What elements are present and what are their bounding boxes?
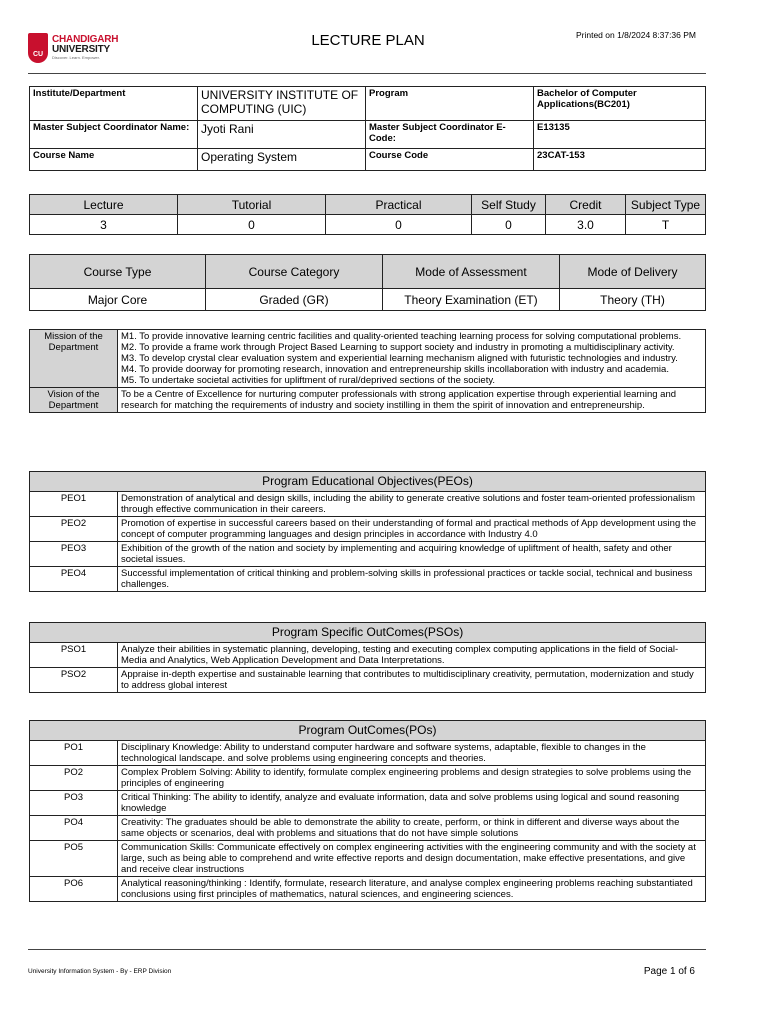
credits-header: Self Study [472, 195, 546, 215]
credits-value: 0 [178, 215, 326, 235]
program-label: Program [366, 87, 534, 121]
header-divider [28, 73, 706, 74]
course-name-label: Course Name [30, 149, 198, 171]
mission-item: M3. To develop crystal clear evaluation system and experiential learning mechanism aligned with futuristic technologies and industry. [121, 353, 678, 364]
po-text: Complex Problem Solving: Ability to identify, formulate complex engineering problems and design strategies to solve problems using the principles of engineering [118, 766, 706, 791]
po-text: Critical Thinking: The ability to identify, analyze and evaluate information, data and solve problems using logical and sound reasoning knowledge [118, 791, 706, 816]
pso-code: PSO1 [30, 643, 118, 668]
po-code: PO5 [30, 841, 118, 877]
credits-value: 3.0 [546, 215, 626, 235]
institute-label: Institute/Department [30, 87, 198, 121]
footer-system-name: University Information System - By - ERP Division [28, 968, 172, 975]
peo-table [29, 471, 706, 592]
pso-text: Appraise in-depth expertise and sustainable learning that contributes to multidisciplinary creativity, permutation, modernization and study to address global interest [118, 668, 706, 693]
mission-label: Mission of the Department [30, 330, 118, 388]
logo-line-2: UNIVERSITY [52, 44, 111, 55]
course-type-header: Mode of Delivery [560, 255, 706, 289]
mission-vision-table [29, 329, 706, 413]
page-title: LECTURE PLAN [311, 32, 425, 49]
course-info-table [29, 86, 706, 171]
credits-header: Subject Type [626, 195, 706, 215]
mission-item: M4. To provide doorway for promoting research, innovation and entrepreneurship skills incollaboration with industry and academia. [121, 364, 669, 375]
course-type-value: Major Core [30, 289, 206, 311]
ecode-value: E13135 [534, 121, 706, 149]
po-code: PO3 [30, 791, 118, 816]
po-text: Disciplinary Knowledge: Ability to understand computer hardware and software systems, adaptable, flexible to changes in the technological landscape. and solve problems using engineering concepts and theories. [118, 741, 706, 766]
course-code-value: 23CAT-153 [534, 149, 706, 171]
peo-text: Promotion of expertise in successful careers based on their understanding of formal and practical methods of App development using the concept of computer programming languages and design principles in accordance with Industry 4.0 [118, 517, 706, 542]
vision-label: Vision of the Department [30, 388, 118, 413]
peo-code: PEO3 [30, 542, 118, 567]
course-name-value: Operating System [198, 149, 366, 171]
po-code: PO6 [30, 877, 118, 902]
mission-text [118, 330, 706, 388]
logo-line-1: CHANDIGARH [52, 34, 119, 45]
course-type-table [29, 254, 706, 311]
ecode-label: Master Subject Coordinator E-Code: [366, 121, 534, 149]
pso-section-title: Program Specific OutComes(PSOs) [30, 623, 706, 643]
peo-code: PEO2 [30, 517, 118, 542]
course-type-value: Theory (TH) [560, 289, 706, 311]
po-text: Communication Skills: Communicate effectively on complex engineering activities with the engineering community and with the society at large, such as being able to comprehend and write effective reports and design documentation, make effective presentations, and give and receive clear instructions [118, 841, 706, 877]
mission-item: M5. To undertake societal activities for upliftment of rural/deprived sections of the society. [121, 375, 496, 386]
peo-code: PEO4 [30, 567, 118, 592]
pso-code: PSO2 [30, 668, 118, 693]
vision-text: To be a Centre of Excellence for nurturing computer professionals with strong application expertise through experiential learning and research for matching the requirements of industry and society instilling in them the spirit of innovation and entrepreneurship. [118, 388, 706, 413]
footer-divider [28, 949, 706, 950]
mission-item: M1. To provide innovative learning centric facilities and quality-oriented teaching learning process for solving computational problems. [121, 331, 682, 342]
credits-value: 3 [30, 215, 178, 235]
po-text: Creativity: The graduates should be able to demonstrate the ability to create, perform, or think in different and diverse ways about the same objects or scenarios, deal with problems and situations that do not have simple solutions [118, 816, 706, 841]
po-text: Analytical reasoning/thinking : Identify, formulate, research literature, and analyse complex engineering problems reaching substantiated conclusions using first principles of mathematics, natural sciences, and engineering sciences. [118, 877, 706, 902]
page-header [28, 28, 708, 76]
shield-icon: CU [28, 33, 48, 63]
logo-tagline: Discover. Learn. Empower. [52, 55, 100, 60]
course-type-header: Course Category [206, 255, 383, 289]
peo-text: Demonstration of analytical and design skills, including the ability to generate creative solutions and foster team-oriented professionalism through effective communication in their careers. [118, 492, 706, 517]
coordinator-value: Jyoti Rani [198, 121, 366, 149]
credits-header: Lecture [30, 195, 178, 215]
coordinator-label: Master Subject Coordinator Name: [30, 121, 198, 149]
pso-text: Analyze their abilities in systematic planning, developing, testing and executing complex computing applications in the field of Social-Media and Analytics, Web Application Development and Data Interpretations. [118, 643, 706, 668]
credits-header: Tutorial [178, 195, 326, 215]
institute-value: UNIVERSITY INSTITUTE OF COMPUTING (UIC) [198, 87, 366, 121]
credits-header: Credit [546, 195, 626, 215]
program-value: Bachelor of Computer Applications(BC201) [534, 87, 706, 121]
course-type-header: Course Type [30, 255, 206, 289]
course-code-label: Course Code [366, 149, 534, 171]
course-type-value: Graded (GR) [206, 289, 383, 311]
credits-value: T [626, 215, 706, 235]
po-table [29, 720, 706, 902]
credits-table [29, 194, 706, 235]
po-code: PO4 [30, 816, 118, 841]
printed-timestamp: Printed on 1/8/2024 8:37:36 PM [575, 30, 696, 40]
course-type-header: Mode of Assessment [383, 255, 560, 289]
po-section-title: Program OutComes(POs) [30, 721, 706, 741]
peo-text: Exhibition of the growth of the nation and society by implementing and acquiring knowledge of upliftment of health, safety and other societal issues. [118, 542, 706, 567]
peo-section-title: Program Educational Objectives(PEOs) [30, 472, 706, 492]
peo-text: Successful implementation of critical thinking and problem-solving skills in professional practices or tackle social, technical and business challenges. [118, 567, 706, 592]
peo-code: PEO1 [30, 492, 118, 517]
credits-value: 0 [472, 215, 546, 235]
credits-header: Practical [326, 195, 472, 215]
po-code: PO2 [30, 766, 118, 791]
page-number: Page 1 of 6 [643, 966, 695, 977]
pso-table [29, 622, 706, 693]
credits-value: 0 [326, 215, 472, 235]
po-code: PO1 [30, 741, 118, 766]
course-type-value: Theory Examination (ET) [383, 289, 560, 311]
mission-item: M2. To provide a frame work through Project Based Learning to support society and industry in promoting a multidisciplinary activity. [121, 342, 675, 353]
